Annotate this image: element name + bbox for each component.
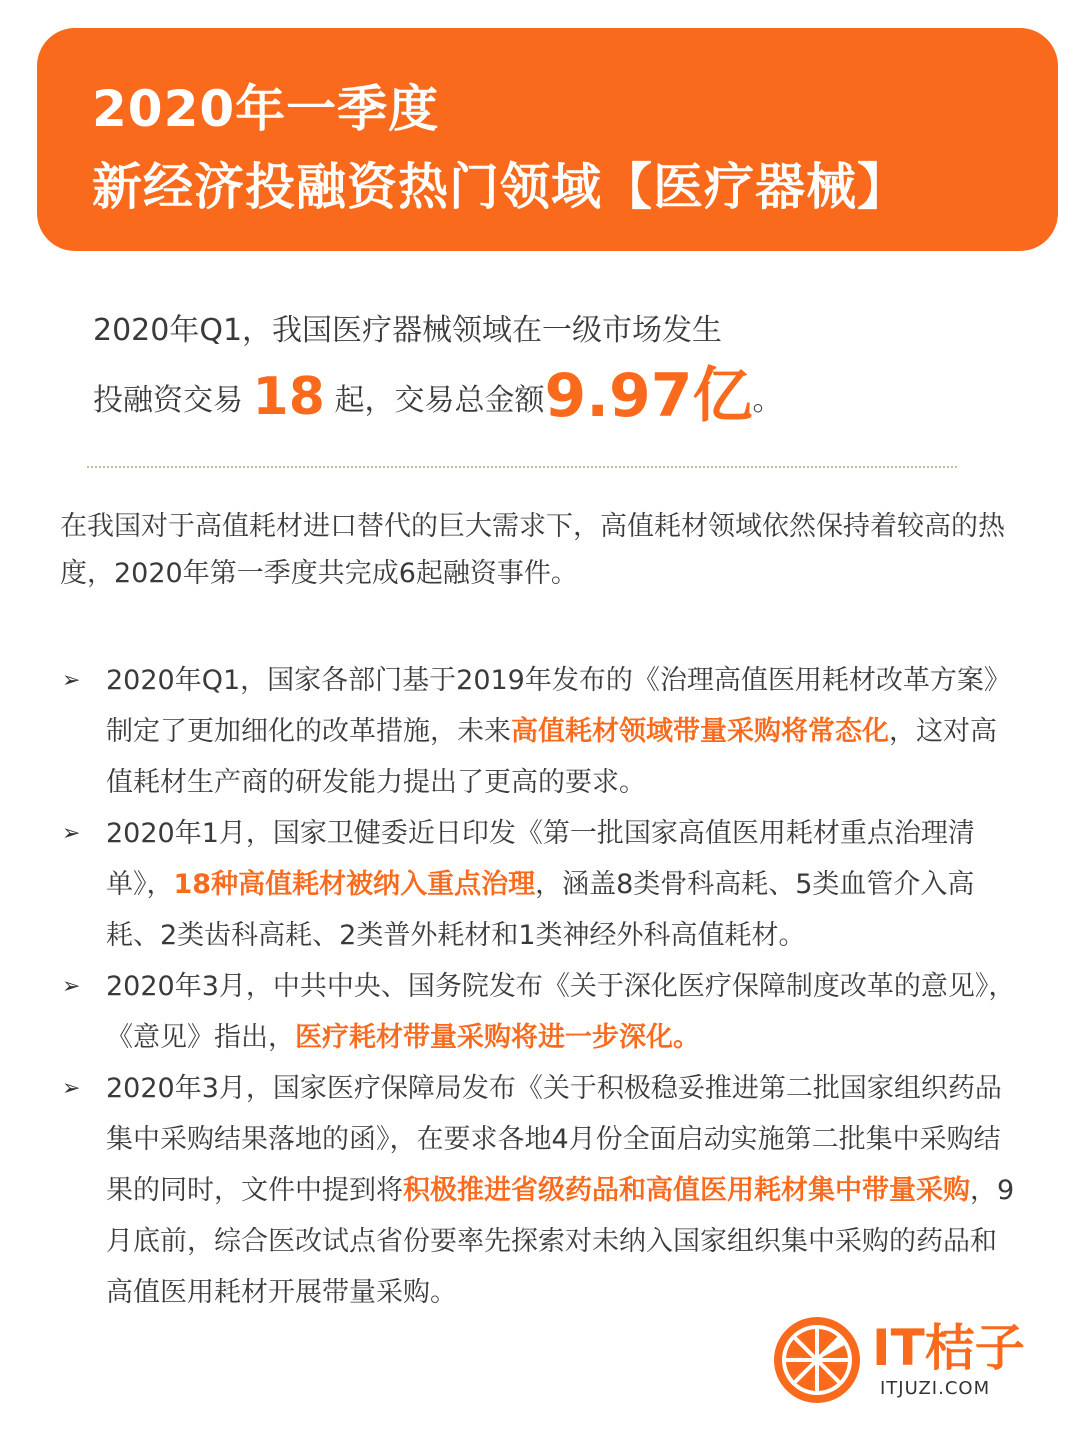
bullet-highlight: 18种高值耗材被纳入重点治理 (173, 869, 536, 900)
bullet-list (60, 655, 1020, 1318)
bullet-highlight: 高值耗材领域带量采购将常态化 (511, 716, 889, 747)
orange-slice-icon (772, 1315, 862, 1405)
arrow-bullet-icon: ➢ (62, 1076, 81, 1101)
summary-line1: 2020年Q1，我国医疗器械领域在一级市场发生 (93, 313, 723, 348)
bullet-text: 2020年1月，国家卫健委近日印发《第一批国家高值医用耗材重点治理清单》， (106, 818, 975, 900)
summary-block (93, 308, 783, 431)
summary-prefix: 投融资交易 (93, 383, 253, 418)
deal-count: 18 (252, 367, 325, 427)
summary-mid: 起，交易总金额 (324, 383, 545, 418)
banner-title-line1: 2020年一季度 (92, 80, 440, 138)
bullet-text: 2020年Q1，国家各部门基于2019年发布的《治理高值医用耗材改革方案》制定了更加细化的改革措施，未来 (106, 665, 1011, 747)
brand-name: IT桔子 (872, 1319, 1025, 1377)
bullet-text: 2020年3月，国家医疗保障局发布《关于积极稳妥推进第二批国家组织药品集中采购结果落地的函》，在要求各地4月份全面启动实施第二批集中采购结果的同时，文件中提到将 (106, 1073, 1002, 1206)
arrow-bullet-icon: ➢ (62, 974, 81, 999)
brand-site: ITJUZI.COM (880, 1378, 991, 1399)
bullet-text: ，涵盖8类骨科高耗、5类血管介入高耗、2类齿科高耗、2类普外耗材和1类神经外科高值耗材。 (106, 869, 975, 951)
bullet-text: ，这对高值耗材生产商的研发能力提出了更高的要求。 (106, 716, 997, 798)
dotted-divider (87, 466, 957, 468)
deal-amount: 9.97亿 (544, 361, 753, 431)
bullet-text: ，9月底前，综合医改试点省份要率先探索对未纳入国家组织集中采购的药品和高值医用耗材开展带量采购。 (106, 1175, 1015, 1308)
list-item (60, 808, 1020, 961)
arrow-bullet-icon: ➢ (62, 821, 81, 846)
title-banner (37, 28, 1058, 251)
bullet-highlight: 积极推进省级药品和高值医用耗材集中带量采购 (403, 1175, 970, 1206)
intro-paragraph: 在我国对于高值耗材进口替代的巨大需求下，高值耗材领域依然保持着较高的热度，2020年第一季度共完成6起融资事件。 (60, 511, 1005, 589)
bullet-highlight: 医疗耗材带量采购将进一步深化。 (295, 1022, 700, 1053)
bullet-text: 2020年3月，中共中央、国务院发布《关于深化医疗保障制度改革的意见》，《意见》指出， (106, 971, 1016, 1053)
list-item (60, 961, 1020, 1063)
summary-line2 (93, 361, 783, 431)
arrow-bullet-icon: ➢ (62, 668, 81, 693)
brand-logo (772, 1315, 1032, 1405)
list-item (60, 655, 1020, 808)
banner-title-line2: 新经济投融资热门领域【医疗器械】 (92, 158, 908, 216)
summary-suffix: 。 (752, 383, 783, 418)
list-item (60, 1063, 1020, 1318)
